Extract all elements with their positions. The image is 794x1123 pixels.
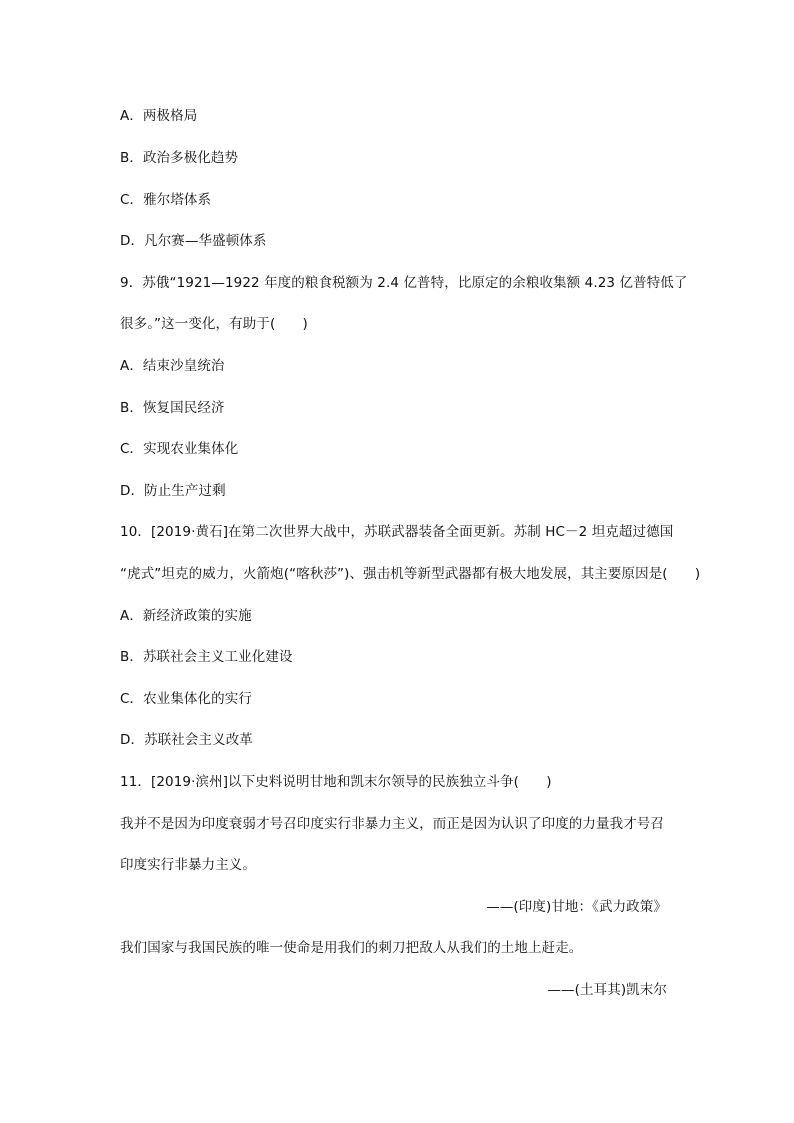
question-9-option-b: B．恢复国民经济: [120, 400, 225, 416]
option-d-line: D．凡尔赛—华盛顿体系: [120, 233, 267, 249]
kemal-quote-line: 我们国家与我国民族的唯一使命是用我们的刺刀把敌人从我们的土地上赶走。: [120, 940, 583, 956]
question-10-option-a: A．新经济政策的实施: [120, 608, 252, 624]
question-9-line-2: 很多。”这一变化，有助于( ): [120, 316, 308, 332]
question-10-line-1: 10．[2019·黄石]在第二次世界大战中，苏联武器装备全面更新。苏制 HC－2 坦克超过德国: [120, 524, 674, 540]
gandhi-quote-line-2: 印度实行非暴力主义。: [120, 857, 256, 873]
option-a-line: A．两极格局: [120, 108, 198, 124]
option-c-line: C．雅尔塔体系: [120, 192, 212, 208]
question-9-option-c: C．实现农业集体化: [120, 441, 239, 457]
question-10-line-2: “虎式”坦克的威力，火箭炮(“喀秋莎”)、强击机等新型武器都有极大地发展，其主要原因是( ): [120, 566, 701, 582]
question-9-option-a: A．结束沙皇统治: [120, 358, 225, 374]
question-10-option-b: B．苏联社会主义工业化建设: [120, 649, 293, 665]
option-b-line: B．政治多极化趋势: [120, 150, 239, 166]
question-9-option-d: D．防止生产过剩: [120, 483, 226, 499]
question-10-option-d: D．苏联社会主义改革: [120, 732, 253, 748]
question-11-line: 11．[2019·滨州]以下史料说明甘地和凯末尔领导的民族独立斗争( ): [120, 774, 552, 790]
gandhi-quote-line-1: 我并不是因为印度衰弱才号召印度实行非暴力主义，而正是因为认识了印度的力量我才号召: [120, 816, 664, 832]
kemal-source-line: ——(土耳其)凯末尔: [547, 982, 667, 998]
question-10-option-c: C．农业集体化的实行: [120, 691, 252, 707]
gandhi-source-line: ——(印度)甘地：《武力政策》: [486, 899, 667, 915]
question-9-line-1: 9．苏俄“1921—1922 年度的粮食税额为 2.4 亿普特，比原定的余粮收集额 4.23 亿普特低了: [120, 275, 688, 291]
